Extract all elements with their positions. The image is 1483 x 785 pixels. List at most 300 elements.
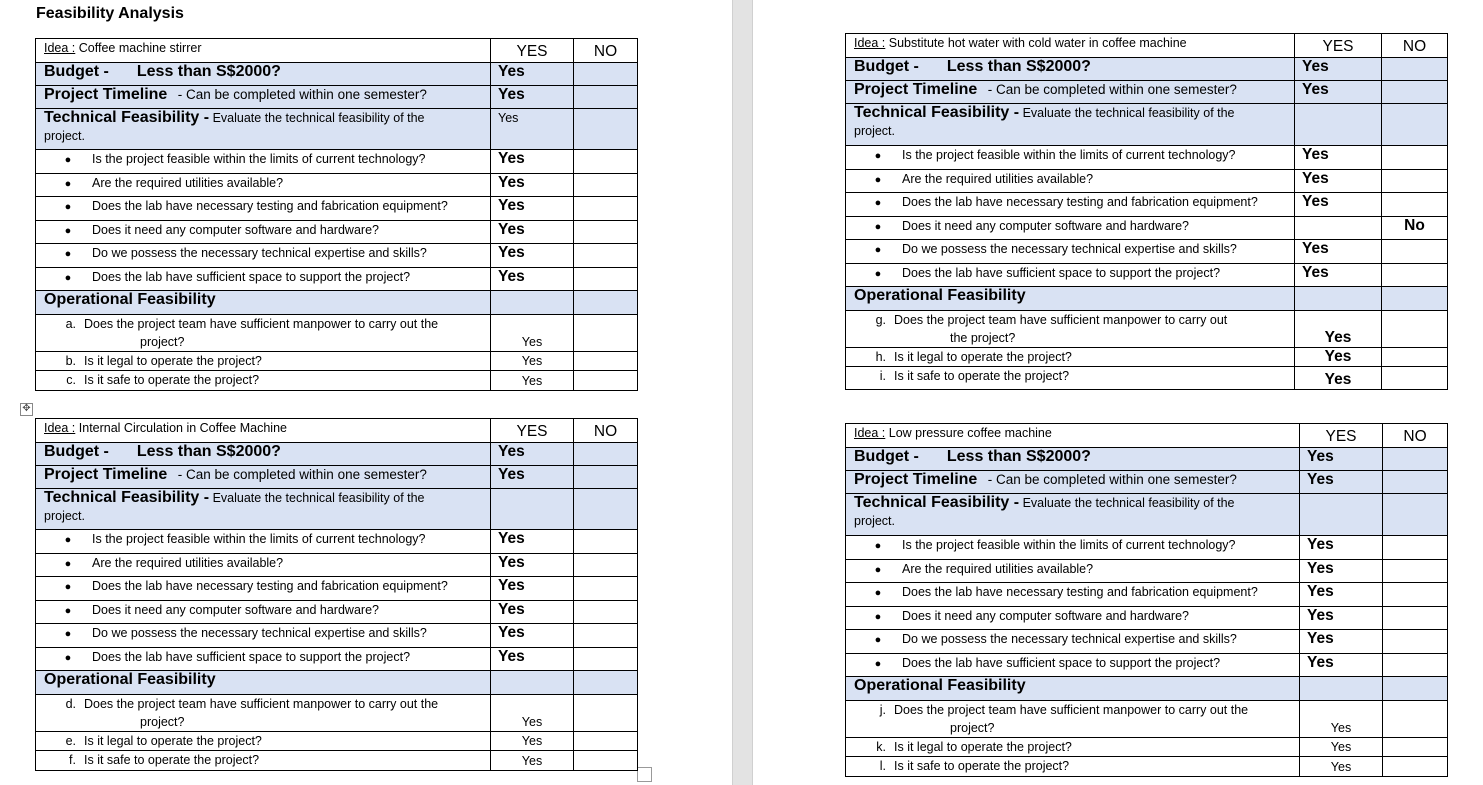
op-yes[interactable]: Yes bbox=[1330, 721, 1352, 735]
tech-question-cell bbox=[846, 170, 1295, 193]
tech-question-row bbox=[846, 630, 1448, 654]
document-title: Feasibility Analysis bbox=[36, 5, 184, 22]
tech-no[interactable] bbox=[1383, 607, 1448, 630]
tech-no[interactable] bbox=[574, 648, 638, 671]
tech-question-cell bbox=[846, 240, 1295, 264]
timeline-question: - Can be completed within one semester? bbox=[987, 472, 1237, 487]
tech-question-cell bbox=[36, 601, 491, 624]
timeline-no[interactable] bbox=[1383, 471, 1448, 494]
op-question-2: Is it legal to operate the project? bbox=[84, 354, 262, 368]
tech-question-cell bbox=[36, 268, 491, 291]
budget-label: Budget - bbox=[44, 443, 109, 460]
tech-question-row bbox=[36, 244, 638, 268]
technical-label: Technical Feasibility - bbox=[854, 104, 1020, 121]
operational-label: Operational Feasibility bbox=[854, 287, 1026, 304]
bullet-icon bbox=[854, 583, 902, 602]
budget-yes[interactable]: Yes bbox=[498, 443, 525, 460]
idea-label: Idea : bbox=[854, 36, 886, 50]
op-question-row bbox=[36, 751, 638, 771]
tech-no[interactable] bbox=[1382, 240, 1448, 264]
tech-no[interactable] bbox=[1382, 193, 1448, 217]
tech-question-row bbox=[846, 170, 1448, 193]
tech-question-row bbox=[36, 197, 638, 221]
tech-yes[interactable]: Yes bbox=[1307, 536, 1334, 553]
tech-no[interactable] bbox=[574, 244, 638, 268]
budget-question: Less than S$2000? bbox=[136, 63, 281, 80]
bullet-dot: ● bbox=[64, 605, 72, 617]
bullet-icon bbox=[854, 536, 902, 555]
bullet-dot: ● bbox=[64, 534, 72, 546]
bullet-icon bbox=[44, 601, 92, 620]
tech-question-row bbox=[36, 150, 638, 174]
op-question-row bbox=[846, 311, 1448, 348]
tech-question-cell bbox=[36, 150, 491, 174]
op-question-3: Is it safe to operate the project? bbox=[84, 373, 260, 387]
tech-no[interactable] bbox=[574, 601, 638, 624]
table-move-handle[interactable]: ✥ bbox=[20, 403, 33, 416]
op-no[interactable] bbox=[1382, 367, 1448, 390]
tech-question-row bbox=[36, 221, 638, 244]
op-no[interactable] bbox=[574, 751, 638, 771]
tech-yes[interactable]: Yes bbox=[1302, 193, 1329, 210]
tech-no[interactable] bbox=[574, 624, 638, 648]
op-question-1-line2: the project? bbox=[950, 331, 1016, 345]
tech-no[interactable] bbox=[574, 268, 638, 291]
tech-yes[interactable]: Yes bbox=[498, 244, 525, 261]
budget-row bbox=[36, 443, 638, 466]
bullet-dot: ● bbox=[874, 150, 882, 162]
op-yes[interactable]: Yes bbox=[1330, 740, 1352, 754]
feasibility-table-1 bbox=[35, 38, 638, 391]
technical-desc-2: project. bbox=[854, 124, 895, 138]
tech-question-cell bbox=[846, 583, 1300, 607]
timeline-row bbox=[846, 471, 1448, 494]
tech-question-row bbox=[846, 607, 1448, 630]
operational-label: Operational Feasibility bbox=[44, 291, 216, 308]
op-no[interactable] bbox=[1383, 757, 1448, 777]
op-yes[interactable]: Yes bbox=[521, 354, 543, 368]
op-letter: g. bbox=[875, 313, 886, 327]
timeline-yes[interactable]: Yes bbox=[498, 86, 525, 103]
bullet-dot: ● bbox=[874, 540, 882, 552]
bullet-icon bbox=[44, 624, 92, 643]
tech-question-text: Are the required utilities available? bbox=[92, 176, 284, 190]
op-yes[interactable]: Yes bbox=[521, 335, 543, 349]
op-question-2: Is it legal to operate the project? bbox=[894, 740, 1072, 754]
tech-yes[interactable]: Yes bbox=[498, 174, 525, 191]
op-question-row bbox=[846, 757, 1448, 777]
technical-row bbox=[36, 109, 638, 150]
tech-yes[interactable]: Yes bbox=[1307, 583, 1334, 600]
tech-question-row bbox=[36, 577, 638, 601]
bullet-dot: ● bbox=[874, 587, 882, 599]
no-header: NO bbox=[574, 419, 638, 443]
tech-question-cell bbox=[846, 146, 1295, 170]
tech-question-cell bbox=[846, 193, 1295, 217]
bullet-icon bbox=[44, 530, 92, 549]
budget-question: Less than S$2000? bbox=[946, 448, 1091, 465]
budget-question: Less than S$2000? bbox=[946, 58, 1091, 75]
budget-yes[interactable]: Yes bbox=[1302, 58, 1329, 75]
op-question-1-line1: Does the project team have sufficient manpower to carry out bbox=[894, 313, 1228, 327]
op-question-row bbox=[36, 695, 638, 732]
tech-question-text: Does the lab have necessary testing and fabrication equipment? bbox=[92, 199, 448, 213]
timeline-yes[interactable]: Yes bbox=[1307, 471, 1334, 488]
bullet-icon bbox=[854, 217, 902, 236]
op-yes[interactable]: Yes bbox=[1330, 760, 1352, 774]
tech-question-row bbox=[36, 554, 638, 577]
op-no[interactable] bbox=[1382, 311, 1448, 348]
bullet-icon bbox=[44, 554, 92, 573]
op-question-3: Is it safe to operate the project? bbox=[894, 759, 1070, 773]
tech-question-row bbox=[36, 174, 638, 197]
op-no[interactable] bbox=[1382, 348, 1448, 367]
idea-row bbox=[846, 424, 1448, 448]
budget-no[interactable] bbox=[1382, 58, 1448, 81]
tech-yes[interactable]: Yes bbox=[498, 530, 525, 547]
tech-no[interactable] bbox=[574, 150, 638, 174]
tech-yes[interactable]: Yes bbox=[1307, 607, 1334, 624]
tech-question-row bbox=[846, 583, 1448, 607]
op-letter: f. bbox=[69, 753, 76, 767]
bullet-icon bbox=[854, 264, 902, 283]
tech-no[interactable] bbox=[1383, 654, 1448, 677]
bullet-icon bbox=[44, 150, 92, 169]
bullet-dot: ● bbox=[64, 154, 72, 166]
bullet-dot: ● bbox=[874, 174, 882, 186]
budget-label: Budget - bbox=[44, 63, 109, 80]
tech-no[interactable] bbox=[1382, 217, 1448, 240]
op-letter: l. bbox=[879, 759, 886, 773]
tech-question-row bbox=[846, 146, 1448, 170]
tech-question-cell bbox=[846, 654, 1300, 677]
tech-question-text: Do we possess the necessary technical expertise and skills? bbox=[902, 632, 1237, 646]
op-yes[interactable]: Yes bbox=[521, 715, 543, 729]
tech-question-cell bbox=[36, 554, 491, 577]
idea-label: Idea : bbox=[44, 421, 76, 435]
technical-desc: Evaluate the technical feasibility of the bbox=[1022, 106, 1235, 120]
op-letter: a. bbox=[65, 317, 76, 331]
operational-label: Operational Feasibility bbox=[854, 677, 1026, 694]
bullet-icon bbox=[44, 244, 92, 263]
tech-question-cell bbox=[36, 648, 491, 671]
tech-question-text: Do we possess the necessary technical expertise and skills? bbox=[902, 242, 1237, 256]
idea-label: Idea : bbox=[854, 426, 886, 440]
operational-row bbox=[846, 287, 1448, 311]
bullet-icon bbox=[44, 648, 92, 667]
technical-label: Technical Feasibility - bbox=[44, 109, 210, 126]
bullet-dot: ● bbox=[64, 225, 72, 237]
no-header: NO bbox=[574, 39, 638, 63]
bullet-dot: ● bbox=[64, 178, 72, 190]
op-question-2: Is it legal to operate the project? bbox=[84, 734, 262, 748]
op-yes[interactable]: Yes bbox=[1324, 348, 1352, 365]
op-question-1 bbox=[84, 697, 438, 729]
op-no[interactable] bbox=[574, 695, 638, 732]
budget-no[interactable] bbox=[1383, 448, 1448, 471]
op-question-3: Is it safe to operate the project? bbox=[84, 753, 260, 767]
op-question-row bbox=[846, 738, 1448, 757]
bullet-icon bbox=[854, 170, 902, 189]
op-yes[interactable]: Yes bbox=[521, 754, 543, 768]
op-no[interactable] bbox=[574, 732, 638, 751]
technical-row bbox=[846, 494, 1448, 536]
budget-row bbox=[846, 58, 1448, 81]
op-question-1 bbox=[84, 317, 438, 349]
timeline-label: Project Timeline bbox=[44, 86, 168, 103]
bullet-icon bbox=[44, 268, 92, 287]
tech-no[interactable] bbox=[1383, 630, 1448, 654]
op-yes[interactable]: Yes bbox=[1324, 371, 1352, 388]
bullet-dot: ● bbox=[874, 268, 882, 280]
op-no[interactable] bbox=[574, 315, 638, 352]
bullet-dot: ● bbox=[64, 652, 72, 664]
timeline-row bbox=[36, 466, 638, 489]
op-question-1-line2: project? bbox=[950, 721, 995, 735]
tech-question-text: Are the required utilities available? bbox=[92, 556, 284, 570]
op-letter: j. bbox=[879, 703, 886, 717]
tech-no[interactable] bbox=[1382, 146, 1448, 170]
bullet-icon bbox=[854, 146, 902, 165]
tech-question-cell bbox=[846, 630, 1300, 654]
bullet-dot: ● bbox=[64, 581, 72, 593]
tech-question-row bbox=[36, 648, 638, 671]
op-question-1-line2: project? bbox=[140, 335, 185, 349]
timeline-label: Project Timeline bbox=[44, 466, 168, 483]
budget-yes[interactable]: Yes bbox=[1307, 448, 1334, 465]
idea-cell[interactable] bbox=[36, 39, 491, 63]
tech-yes[interactable]: Yes bbox=[498, 554, 525, 571]
tech-yes[interactable]: Yes bbox=[1302, 170, 1329, 187]
op-question-1-line1: Does the project team have sufficient manpower to carry out the bbox=[84, 317, 439, 331]
bullet-dot: ● bbox=[874, 634, 882, 646]
op-yes[interactable]: Yes bbox=[1324, 329, 1352, 346]
idea-title: Coffee machine stirrer bbox=[78, 41, 202, 55]
bullet-icon bbox=[854, 607, 902, 626]
op-question-row bbox=[846, 701, 1448, 738]
op-letter: e. bbox=[65, 734, 76, 748]
feasibility-table-4 bbox=[845, 423, 1448, 777]
op-yes[interactable]: Yes bbox=[521, 374, 543, 388]
tech-no[interactable] bbox=[574, 197, 638, 221]
bullet-icon bbox=[854, 560, 902, 579]
tech-question-cell bbox=[846, 560, 1300, 583]
tech-question-text: Does the lab have necessary testing and fabrication equipment? bbox=[902, 585, 1258, 599]
tech-no[interactable] bbox=[1383, 560, 1448, 583]
tech-question-row bbox=[36, 601, 638, 624]
bullet-icon bbox=[854, 193, 902, 212]
idea-row bbox=[36, 419, 638, 443]
operational-label: Operational Feasibility bbox=[44, 671, 216, 688]
tech-question-cell bbox=[36, 530, 491, 554]
tech-question-cell bbox=[846, 536, 1300, 560]
idea-title: Low pressure coffee machine bbox=[888, 426, 1052, 440]
idea-cell[interactable] bbox=[36, 419, 491, 443]
tech-question-cell bbox=[36, 624, 491, 648]
op-letter: b. bbox=[65, 354, 76, 368]
technical-no[interactable] bbox=[574, 489, 638, 530]
tech-yes[interactable]: Yes bbox=[498, 648, 525, 665]
idea-cell[interactable] bbox=[846, 424, 1300, 448]
technical-desc: Evaluate the technical feasibility of the bbox=[1022, 496, 1235, 510]
tech-question-row bbox=[846, 264, 1448, 287]
op-no[interactable] bbox=[1383, 701, 1448, 738]
bullet-dot: ● bbox=[874, 244, 882, 256]
timeline-label: Project Timeline bbox=[854, 471, 978, 488]
op-question-1-line1: Does the project team have sufficient manpower to carry out the bbox=[894, 703, 1249, 717]
budget-yes[interactable]: Yes bbox=[498, 63, 525, 80]
feasibility-table-3 bbox=[35, 418, 638, 771]
no-header: NO bbox=[1383, 424, 1448, 448]
tech-yes[interactable]: Yes bbox=[1307, 560, 1334, 577]
timeline-no[interactable] bbox=[1382, 81, 1448, 104]
tech-question-row bbox=[36, 268, 638, 291]
timeline-no[interactable] bbox=[574, 86, 638, 109]
bullet-dot: ● bbox=[874, 611, 882, 623]
bullet-icon bbox=[44, 577, 92, 596]
technical-no[interactable] bbox=[574, 109, 638, 150]
technical-yes[interactable]: Yes bbox=[498, 111, 519, 125]
tech-question-row bbox=[846, 654, 1448, 677]
bullet-dot: ● bbox=[874, 197, 882, 209]
page-gutter bbox=[732, 0, 753, 785]
tech-question-cell bbox=[36, 221, 491, 244]
tech-question-cell bbox=[36, 174, 491, 197]
table-resize-handle[interactable] bbox=[637, 767, 652, 782]
idea-title: Internal Circulation in Coffee Machine bbox=[78, 421, 287, 435]
tech-question-row bbox=[846, 560, 1448, 583]
tech-yes[interactable]: Yes bbox=[498, 150, 525, 167]
tech-question-text: Does it need any computer software and hardware? bbox=[92, 603, 379, 617]
yes-header: YES bbox=[1300, 424, 1383, 448]
idea-cell[interactable] bbox=[846, 34, 1295, 58]
tech-question-text: Does it need any computer software and hardware? bbox=[902, 219, 1189, 233]
tech-question-row bbox=[846, 193, 1448, 217]
tech-yes[interactable]: Yes bbox=[498, 601, 525, 618]
budget-label: Budget - bbox=[854, 448, 919, 465]
tech-question-text: Are the required utilities available? bbox=[902, 562, 1094, 576]
tech-no[interactable] bbox=[1383, 583, 1448, 607]
op-yes[interactable]: Yes bbox=[521, 734, 543, 748]
tech-no[interactable] bbox=[1382, 264, 1448, 287]
technical-desc: Evaluate the technical feasibility of the bbox=[212, 491, 425, 505]
timeline-yes[interactable]: Yes bbox=[1302, 81, 1329, 98]
bullet-dot: ● bbox=[64, 201, 72, 213]
tech-no[interactable] bbox=[574, 577, 638, 601]
op-question-1-line1: Does the project team have sufficient manpower to carry out the bbox=[84, 697, 439, 711]
tech-question-text: Does the lab have sufficient space to support the project? bbox=[902, 266, 1221, 280]
tech-yes[interactable]: Yes bbox=[1302, 264, 1329, 281]
bullet-icon bbox=[854, 654, 902, 673]
operational-row bbox=[36, 671, 638, 695]
tech-question-text: Does the lab have sufficient space to support the project? bbox=[92, 650, 411, 664]
bullet-dot: ● bbox=[64, 248, 72, 260]
tech-yes[interactable]: Yes bbox=[1302, 146, 1329, 163]
tech-question-cell bbox=[36, 577, 491, 601]
technical-desc-2: project. bbox=[44, 129, 85, 143]
budget-row bbox=[846, 448, 1448, 471]
tech-question-text: Are the required utilities available? bbox=[902, 172, 1094, 186]
op-question-row bbox=[36, 732, 638, 751]
yes-header: YES bbox=[491, 419, 574, 443]
bullet-dot: ● bbox=[64, 628, 72, 640]
tech-no[interactable] bbox=[1382, 170, 1448, 193]
tech-no[interactable] bbox=[574, 221, 638, 244]
tech-no[interactable] bbox=[1383, 536, 1448, 560]
bullet-icon bbox=[44, 197, 92, 216]
op-no[interactable] bbox=[574, 352, 638, 371]
bullet-dot: ● bbox=[874, 658, 882, 670]
tech-no[interactable] bbox=[574, 554, 638, 577]
technical-no[interactable] bbox=[1382, 104, 1448, 146]
technical-no[interactable] bbox=[1383, 494, 1448, 536]
tech-question-text: Does the lab have sufficient space to support the project? bbox=[902, 656, 1221, 670]
tech-yes[interactable]: Yes bbox=[498, 268, 525, 285]
technical-row bbox=[36, 489, 638, 530]
tech-no-value: No bbox=[1404, 217, 1425, 234]
feasibility-table-2 bbox=[845, 33, 1448, 390]
op-no[interactable] bbox=[574, 371, 638, 391]
tech-question-text: Does the lab have sufficient space to support the project? bbox=[92, 270, 411, 284]
tech-question-text: Is the project feasible within the limits of current technology? bbox=[902, 538, 1236, 552]
tech-yes[interactable]: Yes bbox=[498, 624, 525, 641]
no-header: NO bbox=[1382, 34, 1448, 58]
tech-question-cell bbox=[36, 197, 491, 221]
budget-no[interactable] bbox=[574, 63, 638, 86]
op-no[interactable] bbox=[1383, 738, 1448, 757]
timeline-yes[interactable]: Yes bbox=[498, 466, 525, 483]
tech-no[interactable] bbox=[574, 530, 638, 554]
bullet-icon bbox=[854, 630, 902, 649]
idea-title: Substitute hot water with cold water in coffee machine bbox=[888, 36, 1187, 50]
bullet-dot: ● bbox=[874, 221, 882, 233]
timeline-row bbox=[846, 81, 1448, 104]
bullet-dot: ● bbox=[874, 564, 882, 576]
operational-row bbox=[36, 291, 638, 315]
tech-question-text: Do we possess the necessary technical expertise and skills? bbox=[92, 246, 427, 260]
op-question-1 bbox=[894, 313, 1227, 345]
tech-question-cell bbox=[846, 264, 1295, 287]
op-question-1 bbox=[894, 703, 1248, 735]
technical-label: Technical Feasibility - bbox=[854, 494, 1020, 511]
tech-yes[interactable]: Yes bbox=[498, 221, 525, 238]
idea-row bbox=[36, 39, 638, 63]
timeline-label: Project Timeline bbox=[854, 81, 978, 98]
timeline-no[interactable] bbox=[574, 466, 638, 489]
tech-yes[interactable]: Yes bbox=[1307, 630, 1334, 647]
yes-header: YES bbox=[1295, 34, 1382, 58]
timeline-row bbox=[36, 86, 638, 109]
tech-question-cell bbox=[846, 607, 1300, 630]
tech-yes[interactable]: Yes bbox=[1302, 240, 1329, 257]
bullet-icon bbox=[854, 240, 902, 259]
tech-question-text: Does it need any computer software and hardware? bbox=[92, 223, 379, 237]
tech-question-row bbox=[846, 536, 1448, 560]
tech-no[interactable] bbox=[574, 174, 638, 197]
op-letter: k. bbox=[876, 740, 886, 754]
yes-header: YES bbox=[491, 39, 574, 63]
tech-yes[interactable]: Yes bbox=[498, 197, 525, 214]
technical-label: Technical Feasibility - bbox=[44, 489, 210, 506]
op-letter: i. bbox=[879, 369, 886, 383]
tech-yes[interactable]: Yes bbox=[1307, 654, 1334, 671]
op-question-row bbox=[846, 348, 1448, 367]
bullet-dot: ● bbox=[64, 558, 72, 570]
budget-question: Less than S$2000? bbox=[136, 443, 281, 460]
budget-no[interactable] bbox=[574, 443, 638, 466]
tech-yes[interactable]: Yes bbox=[498, 577, 525, 594]
tech-question-text: Does the lab have necessary testing and fabrication equipment? bbox=[902, 195, 1258, 209]
